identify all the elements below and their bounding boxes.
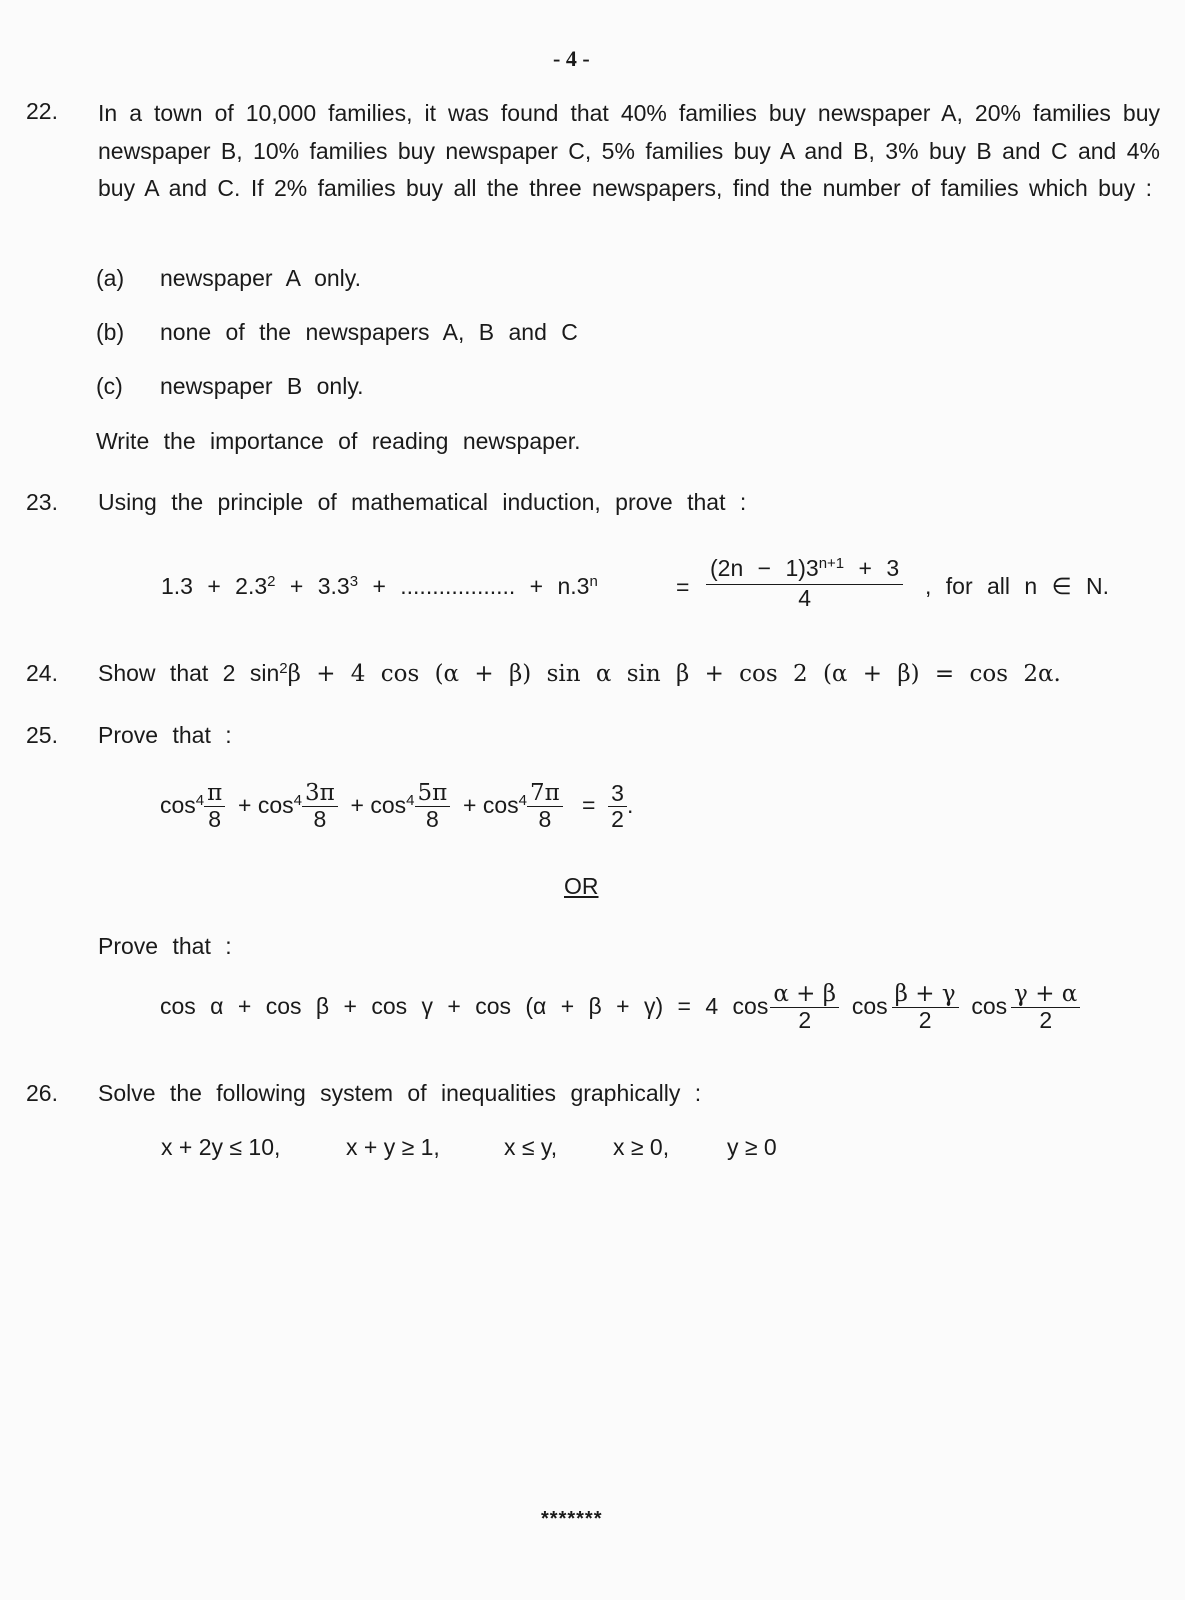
question-23-text: Using the principle of mathematical induction, prove that : xyxy=(98,489,747,515)
question-25-alt-text: Prove that : xyxy=(98,933,232,959)
option-b-text: none of the newspapers A, B and C xyxy=(160,319,578,345)
question-22-text: In a town of 10,000 families, it was found that 40% families buy newspaper A, 20% families buy newspaper B, 10% families buy newspaper C, 5% families buy A and B, 3% buy B and C and 4% buy A and C. If 2% families buy all the three newspapers, find the number of families which buy : xyxy=(98,100,1160,201)
option-a-label: (a) xyxy=(96,265,125,291)
inequality-1: x + 2y ≤ 10, xyxy=(161,1134,281,1160)
cos4-rhs: $\frac{3}{2}$ xyxy=(608,781,627,833)
induction-equals: = xyxy=(676,574,690,600)
question-number-22: 22. xyxy=(26,98,58,124)
induction-rhs-fraction: $(2n - 1)3^{n+1} + 3$ 4 xyxy=(706,555,903,612)
question-22-extra: Write the importance of reading newspaper. xyxy=(96,428,581,454)
question-26-text: Solve the following system of inequalities graphically : xyxy=(98,1080,702,1106)
inequality-5: y ≥ 0 xyxy=(727,1134,777,1160)
question-number-26: 26. xyxy=(26,1080,58,1106)
page-number: - 4 - xyxy=(553,46,590,71)
option-b-label: (b) xyxy=(96,319,125,345)
cos4-term-2: + $\cos^4$ $\frac{3\pi}{8}$ xyxy=(238,792,338,818)
cos4-term-1: $\cos^4$ $\frac{\pi}{8}$ xyxy=(160,792,225,818)
option-c-label: (c) xyxy=(96,373,123,399)
question-number-23: 23. xyxy=(26,489,58,515)
or-divider: OR xyxy=(564,873,599,899)
option-c-text: newspaper B only. xyxy=(160,373,364,399)
induction-domain: , for all n ∈ N. xyxy=(925,573,1110,599)
cos4-term-3: + $\cos^4$ $\frac{5\pi}{8}$ xyxy=(351,792,451,818)
question-number-24: 24. xyxy=(26,660,58,686)
inequality-3: x ≤ y, xyxy=(504,1134,558,1160)
end-marker: ******* xyxy=(541,1508,603,1530)
option-a-text: newspaper A only. xyxy=(160,265,361,291)
induction-lhs: $1.3 + 2.3^2 + 3.3^3$ + .................. + $n.3^n$ xyxy=(161,573,598,599)
inequality-2: x + y ≥ 1, xyxy=(346,1134,440,1160)
question-25-text: Prove that : xyxy=(98,722,232,748)
cos4-term-4: + $\cos^4$ $\frac{7\pi}{8}$ xyxy=(463,792,563,818)
question-24-text: Show that 2 $\sin^2\beta + 4$ cos (α + β) sin α sin β + cos 2 (α + β) = cos 2α. xyxy=(98,660,1061,687)
cos4-identity: $\cos^4$ $\frac{\pi}{8}$ + $\cos^4$ $\frac{3\pi}{8}$ + $\cos^4$ $\frac{5\pi}{8}$ + $\cos^4$ $\frac{7\pi}{8}$ = $\frac{3}{2}$ . xyxy=(160,780,634,833)
cos-sum-identity: cos α + cos β + cos γ + cos (α + β + γ) = 4 cos $\frac{\alpha + \beta}{2}$ cos $\frac{\beta + \gamma}{2}$ cos $\frac{\gamma + \alpha}{2}$ xyxy=(160,982,1080,1034)
question-number-25: 25. xyxy=(26,722,58,748)
inequality-4: x ≥ 0, xyxy=(613,1134,670,1160)
